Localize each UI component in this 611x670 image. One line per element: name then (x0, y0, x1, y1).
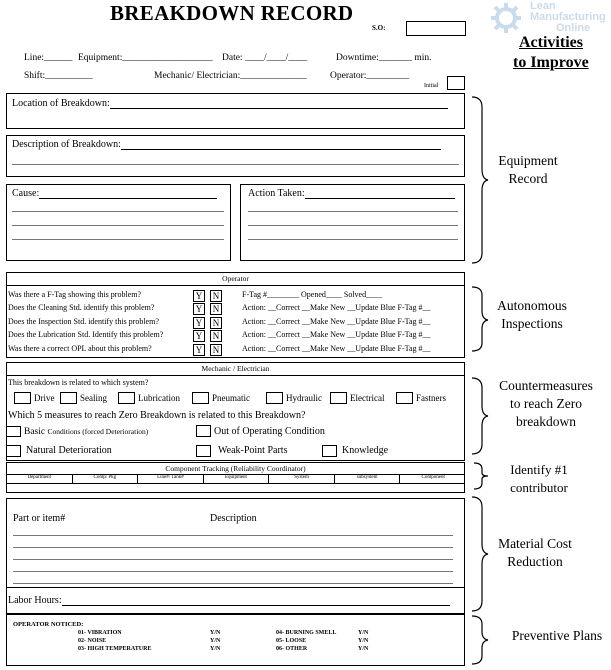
system-checkbox[interactable] (14, 392, 31, 404)
tracking-column-header: Department (7, 474, 73, 483)
noticed-item-label: 02- NOISE (78, 638, 107, 644)
operator-action[interactable]: Action: __Correct __Make New __Update Blue F-Tag #__ (242, 303, 431, 312)
material-description-label: Description (210, 513, 257, 524)
system-label: Sealing (80, 393, 107, 403)
noticed-item-yn[interactable]: Y/N (358, 638, 369, 644)
logo-text-3: Online (556, 22, 591, 34)
so-label: S.O: (372, 24, 386, 32)
knowledge-label: Knowledge (342, 445, 389, 456)
tracking-column-header: System (269, 474, 335, 483)
knowledge-checkbox[interactable] (322, 445, 337, 457)
downtime-field[interactable]: Downtime:_______ min. (336, 53, 432, 63)
labor-hours-label: Labor Hours: (8, 595, 450, 606)
system-label: Drive (34, 393, 55, 403)
yes-box[interactable]: Y (193, 303, 205, 315)
system-label: Fastners (416, 393, 446, 403)
noticed-item-label: 06- OTHER (276, 646, 308, 652)
operator-noticed-section (6, 614, 465, 666)
system-checkbox[interactable] (266, 392, 283, 404)
activities-heading-1: Activities (519, 34, 583, 51)
noticed-item-label: 04- BURNING SMELL (276, 630, 337, 636)
yes-box[interactable]: Y (193, 344, 205, 356)
operator-question: Was there a F-Tag showing this problem? (8, 290, 141, 299)
yes-box[interactable]: Y (193, 330, 205, 342)
tracking-header: Component Tracking (Reliability Coordinator) (7, 463, 464, 475)
tracking-column-header: Line#/ Tank# (138, 474, 204, 483)
noticed-item-label: 03- HIGH TEMPERATURE (78, 646, 152, 652)
operator-action[interactable]: Action: __Correct __Make New __Update Blue F-Tag #__ (242, 344, 431, 353)
label-equipment-record: Equipment Record (498, 153, 558, 186)
description-box[interactable] (6, 135, 465, 177)
cause-box[interactable] (6, 184, 231, 261)
equipment-field[interactable]: Equipment:___________________ (78, 53, 213, 63)
location-box[interactable] (6, 93, 465, 129)
tracking-column-header: Equipment (204, 474, 270, 483)
date-field[interactable]: Date: ____/____/____ (222, 53, 308, 63)
noticed-header: OPERATOR NOTICED: (13, 621, 84, 628)
no-box[interactable]: N (210, 330, 222, 342)
operator-question: Does the Lubrication Std. Identify this problem? (8, 330, 164, 339)
operator-question: Was there a correct OPL about this problem? (8, 344, 152, 353)
out-of-condition-checkbox[interactable] (196, 425, 211, 437)
material-section[interactable] (6, 498, 465, 614)
location-label: Location of Breakdown: (12, 98, 448, 109)
part-label: Part or item# (13, 513, 66, 524)
noticed-item-label: 05- LOOSE (276, 638, 307, 644)
noticed-item-yn[interactable]: Y/N (210, 638, 221, 644)
natural-checkbox[interactable] (6, 445, 21, 457)
mechanic-field[interactable]: Mechanic/ Electrician:______________ (154, 71, 307, 81)
system-question: This breakdown is related to which system? (8, 378, 149, 387)
line-field[interactable]: Line:______ (24, 53, 73, 63)
system-checkbox[interactable] (60, 392, 77, 404)
yes-box[interactable]: Y (193, 317, 205, 329)
natural-label: Natural Deterioration (26, 445, 112, 456)
operator-header: Operator (7, 273, 464, 286)
logo-text-1: Lean (530, 0, 556, 12)
no-box[interactable]: N (210, 344, 222, 356)
mechanic-header: Mechanic / Electrician (7, 363, 464, 376)
system-label: Electrical (350, 393, 385, 403)
activities-heading-2: to Improve (513, 54, 589, 71)
cause-label: Cause: (12, 188, 217, 199)
label-autonomous-inspections: Autonomous Inspections (497, 298, 567, 331)
page-title: BREAKDOWN RECORD (110, 1, 354, 25)
basic-label: Basic Conditions (forced Deterioration) (24, 427, 149, 437)
operator-question: Does the Cleaning Std. identify this problem? (8, 303, 155, 312)
label-identify-contributor: Identify #1 contributor (510, 462, 568, 495)
system-checkbox[interactable] (118, 392, 135, 404)
label-countermeasures: Countermeasures to reach Zero breakdown (499, 378, 593, 429)
tracking-column-header: subsystem (335, 474, 401, 483)
action-taken-box[interactable] (240, 184, 465, 261)
weak-point-label: Weak-Point Parts (218, 445, 288, 456)
gear-icon (490, 2, 522, 34)
shift-field[interactable]: Shift:__________ (24, 71, 93, 81)
initial-box[interactable] (447, 76, 465, 90)
tracking-section (6, 462, 465, 493)
tracking-column-header: Comp/ Pkg (73, 474, 139, 483)
out-of-condition-label: Out of Operating Condition (214, 426, 325, 437)
system-checkbox[interactable] (396, 392, 413, 404)
operator-action[interactable]: F-Tag #________ Opened____ Solved____ (242, 290, 383, 299)
tracking-columns (7, 474, 464, 484)
basic-checkbox[interactable] (6, 426, 21, 437)
noticed-item-yn[interactable]: Y/N (358, 646, 369, 652)
no-box[interactable]: N (210, 317, 222, 329)
logo-text-2: Manufacturing (530, 11, 606, 23)
system-checkbox[interactable] (192, 392, 209, 404)
initial-label: Initial (424, 83, 439, 89)
no-box[interactable]: N (210, 290, 222, 302)
system-label: Lubrication (138, 393, 180, 403)
operator-action[interactable]: Action: __Correct __Make New __Update Blue F-Tag #__ (242, 330, 431, 339)
system-checkbox[interactable] (330, 392, 347, 404)
no-box[interactable]: N (210, 303, 222, 315)
brace-identify (472, 461, 492, 491)
system-label: Pneumatic (212, 393, 250, 403)
labor-divider (7, 587, 464, 588)
label-material-cost: Material Cost Reduction (498, 536, 572, 569)
noticed-item-yn[interactable]: Y/N (358, 630, 369, 636)
operator-question: Does the Inspection Std. identify this problem? (8, 317, 159, 326)
label-preventive-plans: Preventive Plans (511, 628, 603, 643)
brace-countermeasures (470, 376, 490, 456)
tracking-column-header: Component (421, 475, 445, 480)
noticed-item-yn[interactable]: Y/N (210, 646, 221, 652)
measures-question: Which 5 measures to reach Zero Breakdown is related to this Breakdown? (8, 410, 306, 421)
action-taken-label: Action Taken: (248, 188, 455, 199)
system-label: Hydraulic (286, 393, 322, 403)
operator-field[interactable]: Operator:_________ (330, 71, 410, 81)
weak-point-checkbox[interactable] (196, 445, 211, 457)
yes-box[interactable]: Y (193, 290, 205, 302)
brace-preventive (470, 614, 490, 666)
noticed-item-yn[interactable]: Y/N (210, 630, 221, 636)
noticed-item-label: 01- VIBRATION (78, 630, 122, 636)
description-label: Description of Breakdown: (12, 139, 441, 150)
so-field[interactable] (406, 21, 466, 36)
operator-action[interactable]: Action: __Correct __Make New __Update Blue F-Tag #__ (242, 317, 431, 326)
